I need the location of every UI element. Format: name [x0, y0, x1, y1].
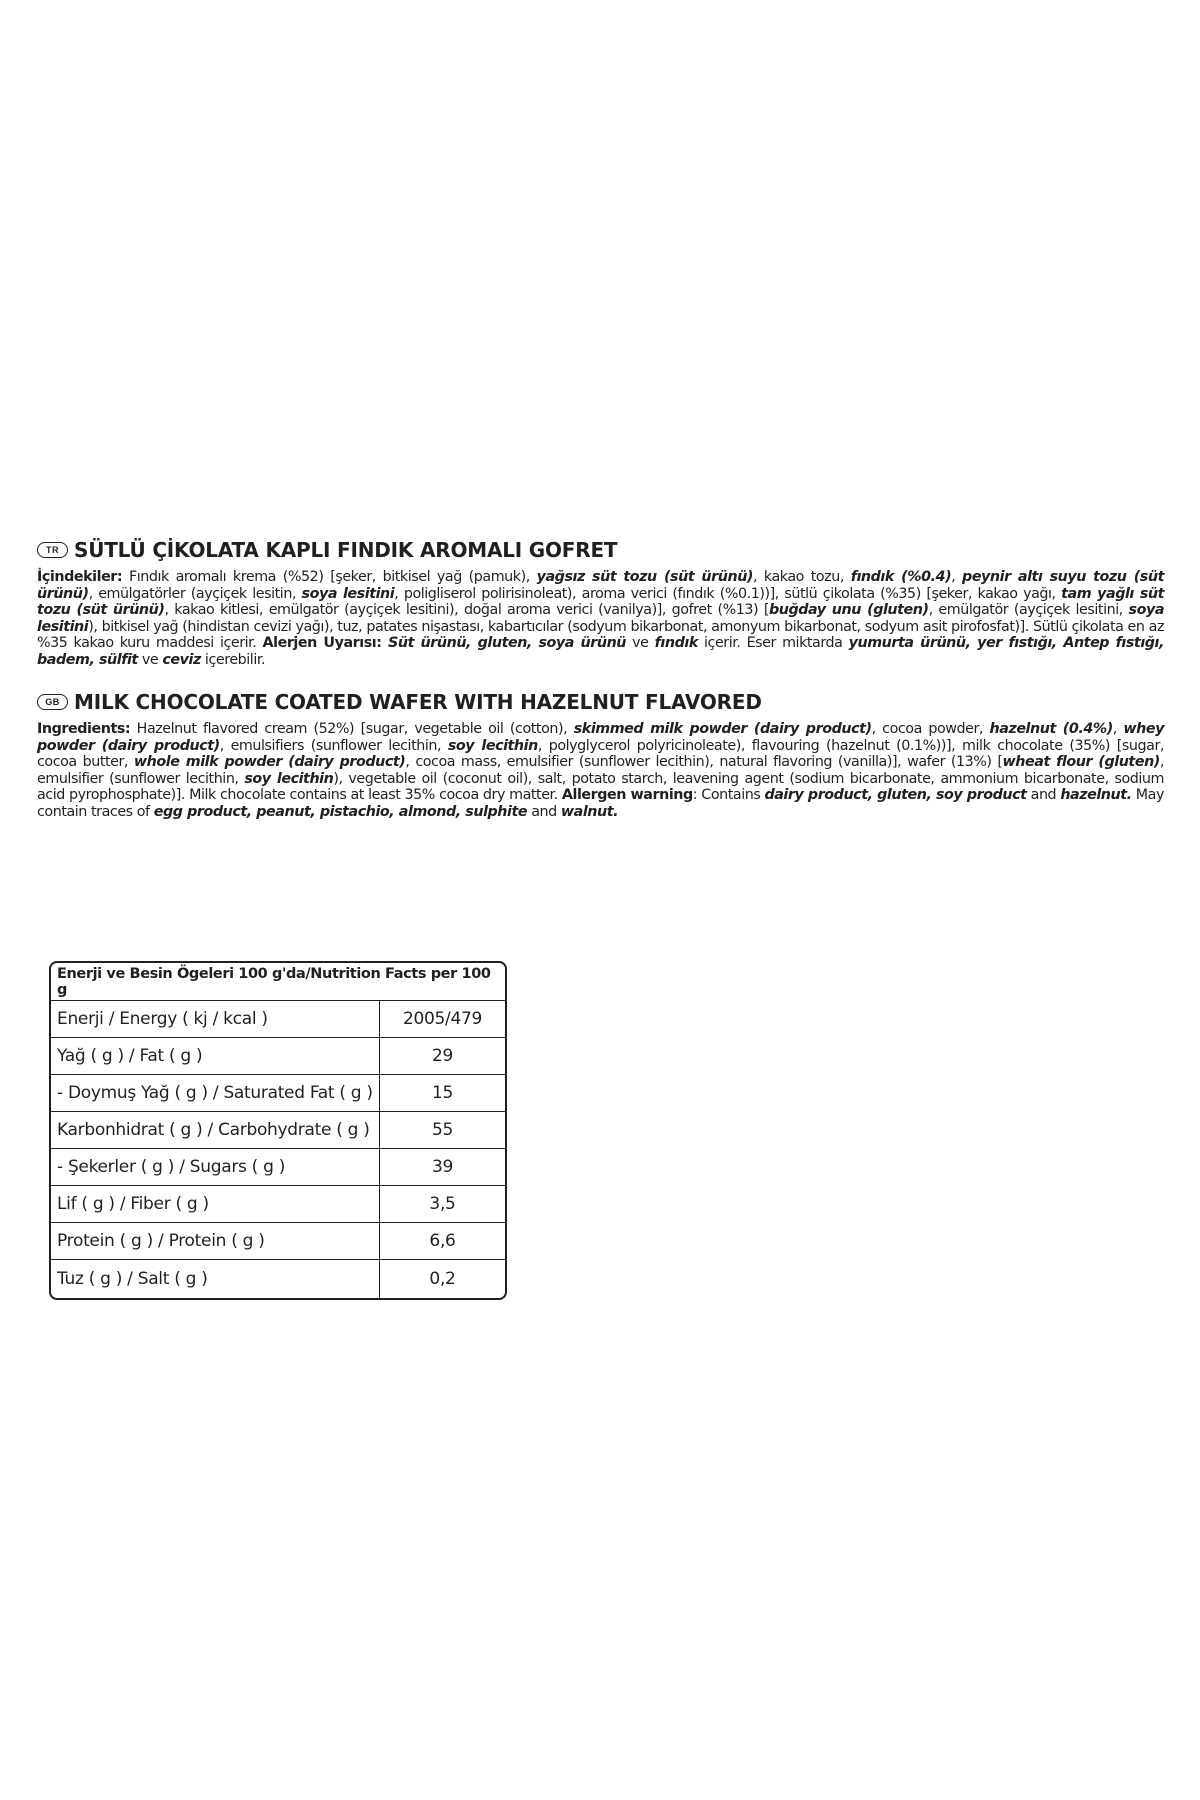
- table-row: [51, 1112, 505, 1149]
- nutrient-value: 55: [431, 1120, 454, 1140]
- ingredient-segment: and: [527, 803, 561, 820]
- ingredient-segment: , emülgatör (ayçiçek lesitini,: [928, 602, 1129, 618]
- ingredient-segment: peynir altı suyu tozu (süt ürünü): [37, 569, 1164, 602]
- english-section: [37, 690, 1164, 820]
- ingredient-segment: soy lecithin: [244, 770, 334, 787]
- nutrient-label: Protein ( g ) / Protein ( g ): [51, 1223, 380, 1259]
- ingredient-segment: walnut.: [560, 803, 619, 820]
- turkish-heading: [37, 538, 1164, 562]
- ingredient-segment: ), bitkisel yağ (hindistan cevizi yağı), tuz, patates nişastası, kabartıcılar (sodyum bikarbonat, amonyum bikarbonat, sodyum asit pirofosfat)]. Sütlü çikolata en az %35 kakao kuru maddesi içerir.: [37, 618, 1164, 651]
- ingredient-segment: ,: [1112, 721, 1124, 737]
- ingredient-segment: whey powder (dairy product): [37, 721, 1164, 754]
- nutrition-table-body: [51, 1001, 505, 1298]
- ingredient-segment: Allergen warning: [561, 787, 693, 803]
- nutrient-label: Enerji / Energy ( kj / kcal ): [51, 1001, 380, 1037]
- ingredient-segment: May contain traces of: [37, 787, 1164, 820]
- table-row: [51, 1038, 505, 1075]
- ingredient-segment: yumurta ürünü, yer fıstığı, Antep fıstığı, badem, sülfit: [37, 635, 1164, 668]
- turkish-product-title: SÜTLÜ ÇİKOLATA KAPLI FINDIK AROMALI GOFRET: [74, 538, 618, 562]
- ingredient-segment: skimmed milk powder (dairy product): [573, 721, 872, 737]
- nutrient-value: 39: [431, 1157, 454, 1177]
- turkish-section: [37, 538, 1164, 668]
- table-row: [51, 1075, 505, 1112]
- ingredient-segment: yağsız süt tozu (süt ürünü): [536, 569, 754, 585]
- table-row: [51, 1186, 505, 1223]
- nutrient-value: 2005/479: [402, 1009, 483, 1029]
- ingredient-segment: ve: [137, 651, 163, 668]
- english-product-title: MILK CHOCOLATE COATED WAFER WITH HAZELNUT FLAVORED: [74, 690, 762, 714]
- ingredient-segment: dairy product, gluten, soy product: [764, 787, 1027, 803]
- ingredient-segment: , kakao tozu,: [753, 569, 851, 585]
- ingredient-segment: , polyglycerol polyricinoleate), flavouring (hazelnut (0.1%))], milk chocolate (35%) [sugar, cocoa butter,: [37, 737, 1164, 770]
- ingredient-segment: fındık: [654, 635, 698, 651]
- nutrition-facts-table: [49, 961, 507, 1300]
- gb-flag-badge: GB: [37, 694, 68, 710]
- ingredient-segment: , cocoa powder,: [871, 721, 990, 737]
- nutrient-label: Karbonhidrat ( g ) / Carbohydrate ( g ): [51, 1112, 380, 1148]
- ingredient-segment: , emulsifier (sunflower lecithin,: [37, 754, 1164, 787]
- nutrient-value: 6,6: [429, 1231, 456, 1251]
- ingredient-segment: ), vegetable oil (coconut oil), salt, potato starch, leavening agent (sodium bicarbonate, ammonium bicarbonate, sodium acid pyrophosphate)]. Milk chocolate contains at least 35% cocoa dry matter.: [37, 770, 1164, 803]
- nutrient-value: 3,5: [429, 1194, 456, 1214]
- nutrient-value: 0,2: [429, 1269, 456, 1289]
- ingredient-segment: Alerjen Uyarısı:: [262, 635, 389, 651]
- ingredient-segment: , poligliserol polirisinoleat), aroma verici (fındık (%0.1))], sütlü çikolata (%35) [şeker, kakao yağı,: [394, 585, 1062, 602]
- ingredient-segment: Fındık aromalı krema (%52) [şeker, bitkisel yağ (pamuk),: [122, 569, 537, 585]
- ingredient-segment: egg product, peanut, pistachio, almond, sulphite: [153, 803, 528, 820]
- nutrient-value: 29: [431, 1046, 454, 1066]
- ingredient-segment: , cocoa mass, emulsifier (sunflower lecithin), natural flavoring (vanilla)], wafer (13%) [: [405, 754, 1003, 770]
- ingredient-segment: ceviz: [162, 651, 201, 668]
- ingredient-segment: , emülgatörler (ayçiçek lesitin,: [88, 585, 302, 602]
- ingredient-segment: and: [1026, 787, 1061, 803]
- ingredient-segment: Süt ürünü, gluten, soya ürünü: [388, 635, 627, 651]
- ingredient-segment: : Contains: [692, 787, 765, 803]
- table-row: [51, 1260, 505, 1298]
- ingredient-segment: , kakao kitlesi, emülgatör (ayçiçek lesitini), doğal aroma verici (vanilya)], gofret (%13) [: [164, 602, 769, 618]
- ingredient-segment: hazelnut (0.4%): [989, 721, 1113, 737]
- ingredient-segment: fındık (%0.4): [850, 569, 952, 585]
- table-row: [51, 1001, 505, 1038]
- english-heading: [37, 690, 1164, 714]
- ingredient-segment: soya lesitini: [301, 585, 395, 602]
- ingredient-segment: whole milk powder (dairy product): [133, 754, 406, 770]
- ingredient-segment: ve: [626, 635, 655, 651]
- ingredient-segment: ,: [951, 569, 963, 585]
- table-row: [51, 1223, 505, 1260]
- nutrition-table-header: Enerji ve Besin Ögeleri 100 g'da/Nutrition Facts per 100 g: [51, 963, 505, 1001]
- ingredient-segment: hazelnut.: [1060, 787, 1132, 803]
- nutrient-label: Tuz ( g ) / Salt ( g ): [51, 1260, 380, 1298]
- table-row: [51, 1149, 505, 1186]
- nutrient-label: Yağ ( g ) / Fat ( g ): [51, 1038, 380, 1074]
- nutrient-label: - Doymuş Yağ ( g ) / Saturated Fat ( g ): [51, 1075, 380, 1111]
- ingredient-segment: içerir. Eser miktarda: [697, 635, 849, 651]
- nutrient-label: Lif ( g ) / Fiber ( g ): [51, 1186, 380, 1222]
- ingredient-segment: , emulsifiers (sunflower lecithin,: [219, 737, 448, 754]
- ingredient-segment: soya lesitini: [37, 602, 1165, 635]
- turkish-ingredients-text: [37, 569, 1164, 668]
- nutrient-value: 15: [431, 1083, 454, 1103]
- ingredient-segment: Ingredients:: [37, 721, 131, 737]
- ingredient-segment: soy lecithin: [447, 737, 538, 754]
- ingredient-segment: wheat flour (gluten): [1002, 754, 1160, 770]
- nutrient-label: - Şekerler ( g ) / Sugars ( g ): [51, 1149, 380, 1185]
- ingredient-segment: buğday unu (gluten): [768, 602, 929, 618]
- ingredient-segment: İçindekiler:: [37, 569, 123, 585]
- english-ingredients-text: [37, 721, 1164, 820]
- tr-flag-badge: TR: [37, 542, 68, 558]
- ingredient-segment: tam yağlı süt tozu (süt ürünü): [37, 585, 1164, 618]
- ingredient-segment: Hazelnut flavored cream (52%) [sugar, vegetable oil (cotton),: [130, 721, 574, 737]
- ingredient-segment: içerebilir.: [200, 651, 266, 668]
